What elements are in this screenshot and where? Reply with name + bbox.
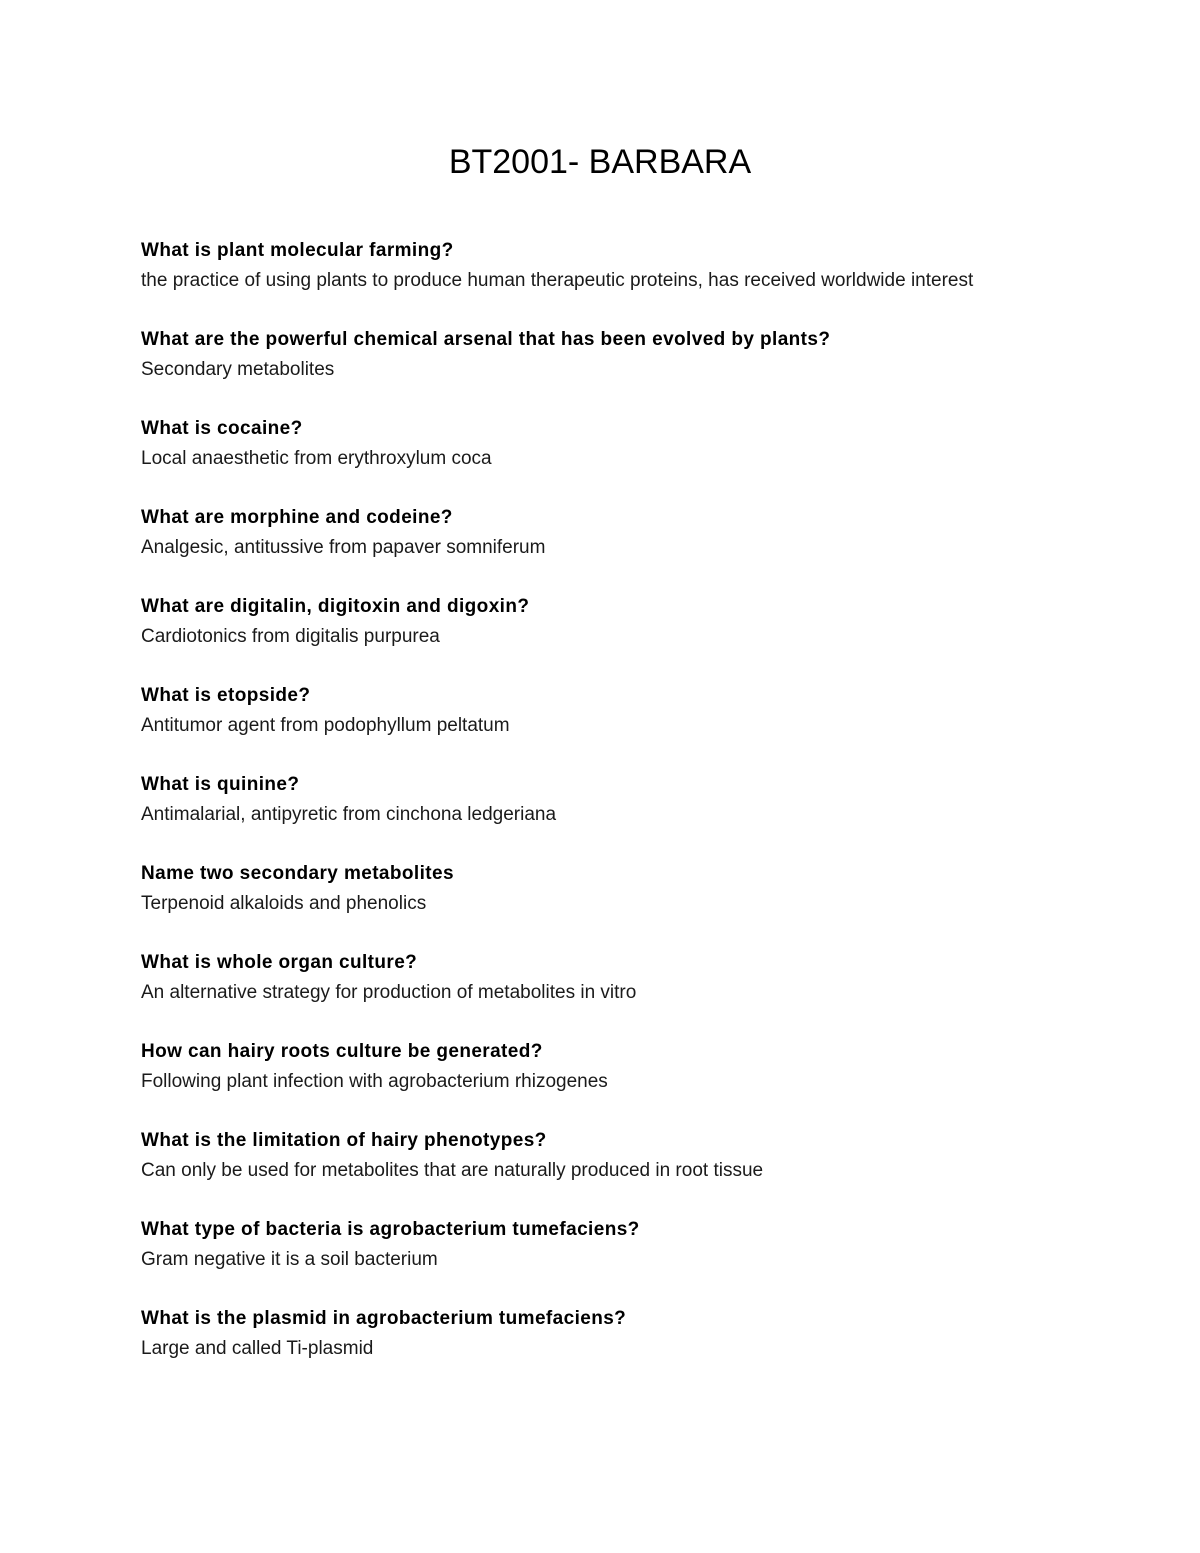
qa-item <box>141 236 1041 296</box>
question-text: What is whole organ culture? <box>141 952 418 973</box>
qa-item <box>141 948 1041 1008</box>
question-text: Name two secondary metabolites <box>141 863 454 884</box>
qa-item <box>141 592 1041 652</box>
answer-text: Local anaesthetic from erythroxylum coca <box>141 448 492 469</box>
question-text: What is plant molecular farming? <box>141 240 454 261</box>
qa-item <box>141 1037 1041 1097</box>
answer-text: Can only be used for metabolites that are naturally produced in root tissue <box>141 1160 764 1181</box>
answer-text: Antimalarial, antipyretic from cinchona ledgeriana <box>141 804 557 825</box>
answer-text: Gram negative it is a soil bacterium <box>141 1249 438 1270</box>
qa-item <box>141 681 1041 741</box>
question-text: What is quinine? <box>141 774 300 795</box>
answer-text: Analgesic, antitussive from papaver somniferum <box>141 537 546 558</box>
answer-text: Following plant infection with agrobacterium rhizogenes <box>141 1071 608 1092</box>
answer-text: An alternative strategy for production of metabolites in vitro <box>141 982 637 1003</box>
qa-item <box>141 770 1041 830</box>
qa-item <box>141 859 1041 919</box>
question-text: How can hairy roots culture be generated? <box>141 1041 543 1062</box>
answer-text: Cardiotonics from digitalis purpurea <box>141 626 440 647</box>
page-title: BT2001- BARBARA <box>448 143 752 181</box>
answer-text: Terpenoid alkaloids and phenolics <box>141 893 427 914</box>
question-text: What is the limitation of hairy phenotypes? <box>141 1130 547 1151</box>
qa-item <box>141 1126 1041 1186</box>
question-text: What are digitalin, digitoxin and digoxin? <box>141 596 530 617</box>
qa-item <box>141 414 1041 474</box>
question-text: What is cocaine? <box>141 418 303 439</box>
question-text: What is etopside? <box>141 685 311 706</box>
question-text: What are morphine and codeine? <box>141 507 453 528</box>
question-text: What are the powerful chemical arsenal that has been evolved by plants? <box>141 329 831 350</box>
qa-item <box>141 325 1041 385</box>
qa-item <box>141 1304 1041 1364</box>
question-text: What type of bacteria is agrobacterium tumefaciens? <box>141 1219 640 1240</box>
answer-text: Secondary metabolites <box>141 359 335 380</box>
qa-list <box>141 236 1041 1393</box>
qa-item <box>141 503 1041 563</box>
qa-item <box>141 1215 1041 1275</box>
question-text: What is the plasmid in agrobacterium tumefaciens? <box>141 1308 627 1329</box>
answer-text: the practice of using plants to produce human therapeutic proteins, has received worldwide interest <box>141 270 974 291</box>
answer-text: Large and called Ti-plasmid <box>141 1338 374 1359</box>
answer-text: Antitumor agent from podophyllum peltatum <box>141 715 510 736</box>
